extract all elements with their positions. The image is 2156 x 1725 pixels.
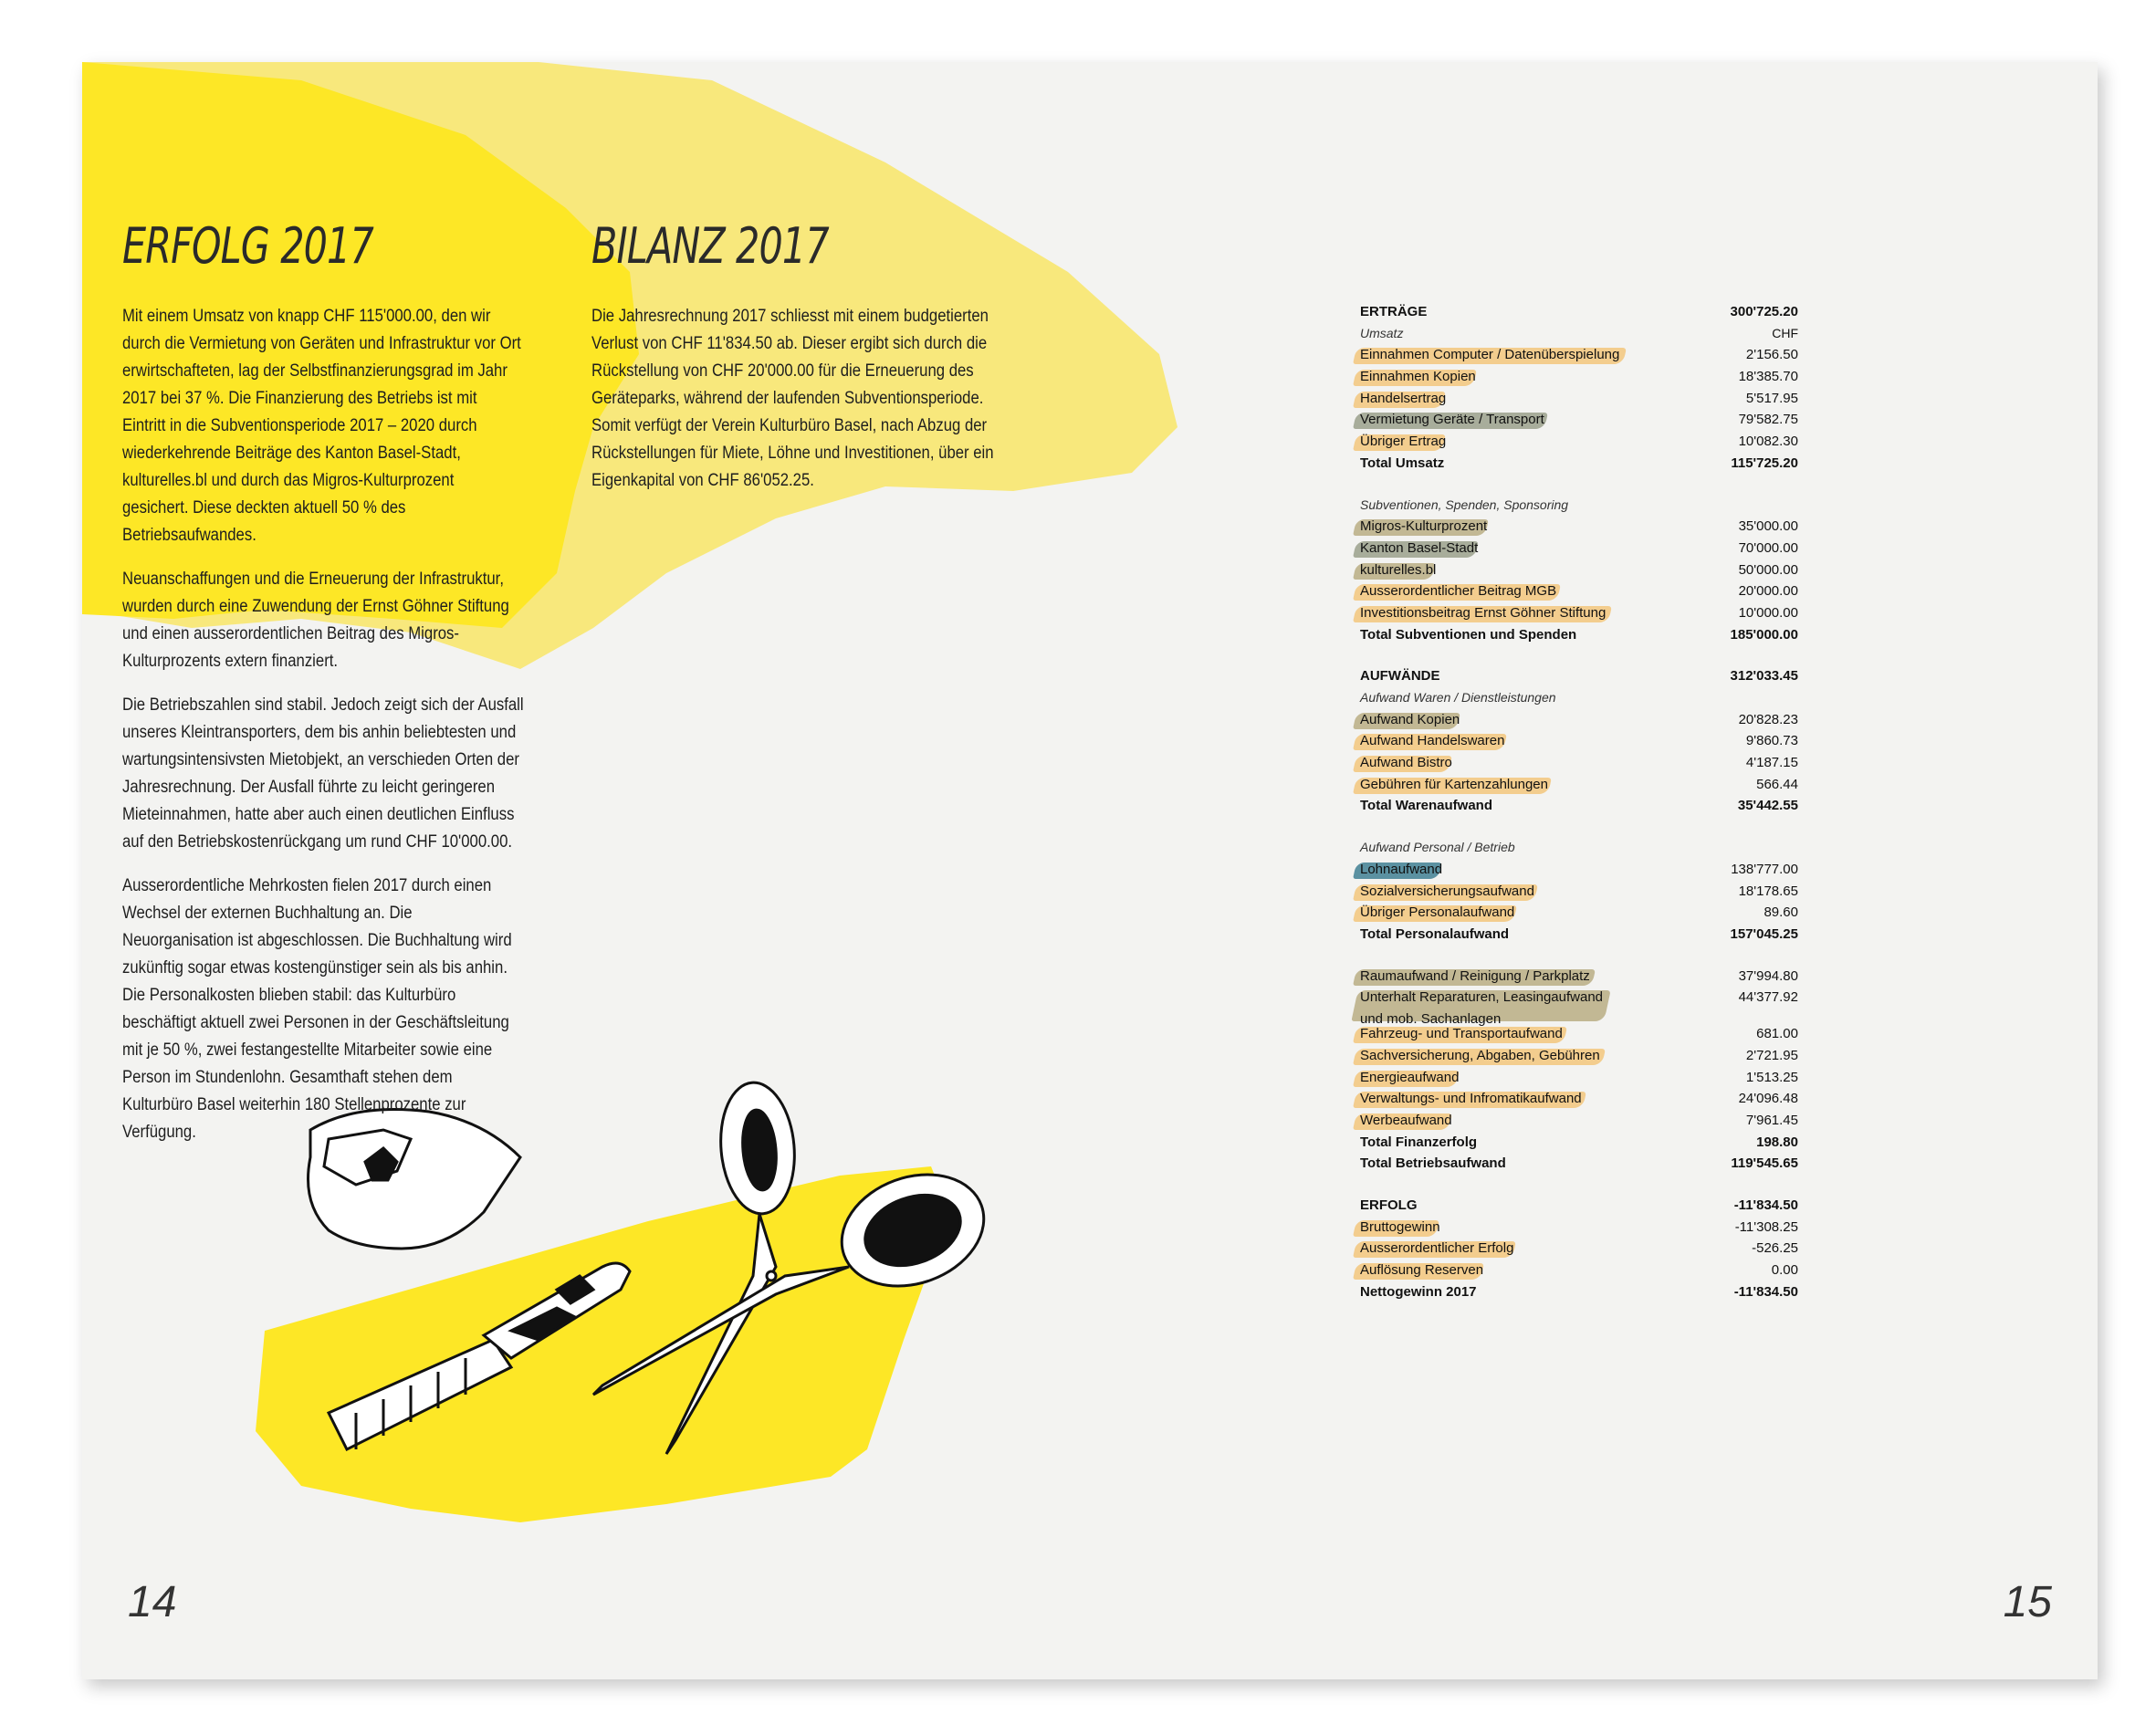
row-label-text: Auflösung Reserven [1360,1262,1484,1279]
table-row [1360,1088,1798,1110]
row-amount: 79'582.75 [1738,412,1798,428]
table-row [1360,1238,1798,1260]
row-label [1360,409,1544,431]
row-amount: 0.00 [1771,1262,1798,1279]
row-label: AUFWÄNDE [1360,668,1440,685]
table-spacer [1360,817,1798,837]
row-label-text: Vermietung Geräte / Transport [1360,412,1544,428]
page-number-left: 14 [128,1578,177,1626]
table-row [1360,881,1798,903]
row-amount: 157'045.25 [1730,925,1798,942]
table-row [1360,752,1798,774]
row-amount: -11'834.50 [1733,1283,1798,1300]
table-row [1360,580,1798,602]
row-amount: 10'082.30 [1738,434,1798,450]
row-label [1360,580,1556,602]
table-row-total [1360,795,1798,817]
erfolg-paragraph: Ausserordentliche Mehrkosten fielen 2017 durch einen Wechsel der externen Buchhaltung an. Die Neuorganisation ist abgeschlossen. Die Buchhaltung wird zukünftig sogar etwas kostengünstiger sein als bis anhin. Die Personalkosten blieben stabil: das Kulturbüro beschäftigt aktuell zwei Personen in der Geschäftsleitung mit je 50 %, zwei festangestellte Mitarbeiter sowie eine Person im Stundenlohn. Gesamthaft stehen dem Kulturbüro Basel weiterhin 180 Stellenprozente zur Verfügung. [122,876,512,1142]
table-row [1360,538,1798,559]
table-row [1360,366,1798,388]
row-amount: 119'545.65 [1731,1155,1798,1172]
table-row [1360,1260,1798,1281]
table-row [1360,1045,1798,1067]
row-label-text: Kanton Basel-Stadt [1360,539,1479,556]
table-row-total [1360,1132,1798,1154]
row-label [1360,602,1606,624]
row-label-text: Raumaufwand / Reinigung / Parkplatz [1360,967,1590,984]
heading-erfolg: ERFOLG 2017 [122,217,373,275]
row-label [1360,1067,1459,1089]
row-label: Total Umsatz [1360,455,1445,471]
row-label [1360,752,1452,774]
row-amount: 138'777.00 [1731,861,1798,877]
row-amount: -11'308.25 [1734,1218,1798,1235]
row-amount: 20'828.23 [1738,711,1798,727]
row-amount: 20'000.00 [1738,583,1798,600]
row-amount: 10'000.00 [1738,604,1798,621]
row-label [1360,774,1548,796]
table-row [1360,602,1798,624]
table-row [1360,323,1798,345]
row-amount: 35'000.00 [1738,518,1798,535]
table-spacer [1360,475,1798,495]
table-row [1360,516,1798,538]
row-label: Total Warenaufwand [1360,798,1493,814]
financial-statement [1360,301,1798,1303]
erfolg-paragraph: Neuanschaffungen und die Erneuerung der Infrastruktur, wurden durch eine Zuwendung der Ernst Göhner Stiftung und einen ausserordentlichen Beitrag des Migros-Kulturprozents extern finanziert. [122,570,509,671]
row-label [1360,1088,1582,1110]
row-amount: 7'961.45 [1745,1113,1798,1128]
row-label-text: Aufwand Handelswaren [1360,733,1505,749]
bilanz-text-column [591,303,1010,511]
row-label [1360,881,1534,903]
row-amount: 5'517.95 [1745,390,1798,406]
erfolg-paragraph: Die Betriebszahlen sind stabil. Jedoch zeigt sich der Ausfall unseres Kleintransporters, dem bis anhin beliebtesten und wartungsintensivsten Mietobjekt, an verschieden Orten der Jahresrechnung. Der Ausfall führte zu leicht geringeren Mieteinnahmen, hatte aber auch einen deutlichen Einfluss auf den Betriebskostenrückgang um rund CHF 10'000.00. [122,695,524,852]
table-row-total [1360,1281,1798,1303]
row-amount: CHF [1772,325,1798,340]
table-row-total [1360,1153,1798,1175]
row-amount: 44'377.92 [1738,989,1798,1006]
table-row [1360,774,1798,796]
row-amount: 2'156.50 [1745,347,1798,363]
table-spacer [1360,946,1798,966]
row-amount: 18'385.70 [1738,369,1798,385]
table-row [1360,709,1798,731]
row-label [1360,859,1442,881]
row-amount: 1'513.25 [1745,1069,1798,1085]
table-row [1360,495,1798,517]
brochure-spread [82,62,2098,1679]
row-label [1360,516,1487,538]
page-number-right: 15 [2003,1578,2052,1626]
row-label-text: Aufwand Bistro [1360,755,1452,771]
row-amount: 198.80 [1756,1134,1798,1150]
table-row [1360,409,1798,431]
table-row [1360,1023,1798,1045]
table-spacer [1360,645,1798,665]
row-label: Subventionen, Spenden, Sponsoring [1360,497,1569,512]
row-amount: -526.25 [1752,1240,1798,1257]
row-amount: 681.00 [1756,1026,1798,1042]
table-row [1360,837,1798,859]
row-label [1360,559,1436,581]
table-row [1360,431,1798,453]
row-label [1360,730,1504,752]
row-amount: -11'834.50 [1733,1197,1798,1214]
row-label-text: Ausserordentlicher Beitrag MGB [1360,583,1557,600]
row-amount: 50'000.00 [1738,561,1798,578]
table-row-total [1360,301,1798,323]
erfolg-text-column [122,303,524,1163]
table-row [1360,730,1798,752]
row-label-text: Sachversicherung, Abgaben, Gebühren [1360,1047,1600,1063]
table-row [1360,1217,1798,1239]
row-label: Aufwand Waren / Dienstleistungen [1360,690,1556,705]
row-label [1360,1110,1452,1132]
table-row [1360,1067,1798,1089]
row-label [1360,344,1619,366]
row-label-text: Einnahmen Kopien [1360,369,1476,385]
row-amount: 70'000.00 [1738,539,1798,556]
row-label [1360,1238,1513,1260]
row-label-text: kulturelles.bl [1360,561,1437,578]
row-label-text: Bruttogewinn [1360,1218,1440,1235]
row-label: ERFOLG [1360,1197,1418,1214]
row-label [1360,1023,1563,1045]
row-label-text: Sozialversicherungsaufwand [1360,883,1534,899]
table-row-total [1360,624,1798,646]
table-row-total [1360,924,1798,946]
row-label: ERTRÄGE [1360,304,1428,319]
table-row [1360,344,1798,366]
table-row [1360,987,1798,1027]
table-row [1360,859,1798,881]
row-label-text: Aufwand Kopien [1360,711,1460,727]
row-label [1360,1217,1440,1239]
row-amount: 4'187.15 [1745,755,1798,771]
row-amount: 300'725.20 [1730,304,1798,319]
row-amount: 89.60 [1764,904,1798,921]
row-label-text: Handelsertrag [1360,390,1447,406]
row-label [1360,431,1446,453]
row-label [1360,1045,1600,1067]
row-amount: 35'442.55 [1737,798,1798,814]
row-label-text: Investitionsbeitrag Ernst Göhner Stiftung [1360,604,1607,621]
table-row [1360,559,1798,581]
row-amount: 24'096.48 [1738,1091,1798,1107]
table-row [1360,966,1798,988]
row-label [1360,709,1460,731]
table-row-total [1360,453,1798,475]
row-label-text: Fahrzeug- und Transportaufwand [1360,1026,1563,1042]
row-label: Total Personalaufwand [1360,925,1510,942]
row-label [1360,966,1590,988]
row-label [1360,987,1604,1027]
row-label: Total Betriebsaufwand [1360,1155,1506,1172]
row-amount: 115'725.20 [1731,455,1798,471]
row-label [1360,538,1478,559]
table-row [1360,902,1798,924]
row-label-text: Unterhalt Reparaturen, Leasingaufwand und mob. Sachanlagen [1360,989,1604,1027]
row-amount: 37'994.80 [1738,967,1798,984]
row-label-text: Verwaltungs- und Infromatikaufwand [1360,1091,1582,1107]
row-label [1360,1260,1483,1281]
row-label-text: Werbeaufwand [1360,1113,1452,1128]
row-amount: 9'860.73 [1745,733,1798,749]
table-row-total [1360,665,1798,687]
row-label: Nettogewinn 2017 [1360,1283,1477,1300]
row-label [1360,388,1446,410]
row-label-text: Übriger Personalaufwand [1360,904,1515,921]
row-amount: 18'178.65 [1738,883,1798,899]
row-label-text: Lohnaufwand [1360,861,1443,877]
row-label-text: Übriger Ertrag [1360,434,1447,450]
table-row [1360,1110,1798,1132]
erfolg-paragraph: Mit einem Umsatz von knapp CHF 115'000.00, den wir durch die Vermietung von Geräten und Infrastruktur vor Ort erwirtschafteten, lag der Selbstfinanzierungsgrad im Jahr 2017 bei 37 %. Die Finanzierung des Betriebs ist mit Eintritt in die Subventionsperiode 2017 – 2020 durch wiederkehrende Beiträge des Kanton Basel-Stadt, kulturelles.bl und durch das Migros-Kulturprozent gesichert. Diese deckten aktuell 50 % des Betriebsaufwandes. [122,307,521,545]
row-label: Aufwand Personal / Betrieb [1360,840,1515,855]
row-label: Umsatz [1360,325,1404,340]
row-label [1360,366,1476,388]
row-label-text: Einnahmen Computer / Datenüberspielung [1360,347,1620,363]
row-label: Total Finanzerfolg [1360,1134,1478,1150]
row-label-text: Energieaufwand [1360,1069,1460,1085]
row-amount: 312'033.45 [1730,668,1798,685]
row-label [1360,902,1514,924]
table-row-total [1360,1195,1798,1217]
table-row [1360,687,1798,709]
row-amount: 185'000.00 [1730,626,1798,643]
table-spacer [1360,1175,1798,1195]
row-amount: 566.44 [1756,776,1798,792]
bilanz-paragraph: Die Jahresrechnung 2017 schliesst mit einem budgetierten Verlust von CHF 11'834.50 ab. Dieser ergibt sich durch die Rückstellung von CHF 20'000.00 für die Erneuerung des Geräteparks, während der laufenden Subventionsperiode. Somit verfügt der Verein Kulturbüro Basel, nach Abzug der Rückstellungen für Miete, Löhne und Investitionen, über ein Eigenkapital von CHF 86'052.25. [591,307,994,490]
row-label-text: Gebühren für Kartenzahlungen [1360,776,1548,792]
table-row [1360,388,1798,410]
row-label-text: Ausserordentlicher Erfolg [1360,1240,1514,1257]
heading-bilanz: BILANZ 2017 [591,217,829,275]
row-amount: 2'721.95 [1745,1047,1798,1063]
row-label-text: Migros-Kulturprozent [1360,518,1488,535]
row-label: Total Subventionen und Spenden [1360,626,1577,643]
